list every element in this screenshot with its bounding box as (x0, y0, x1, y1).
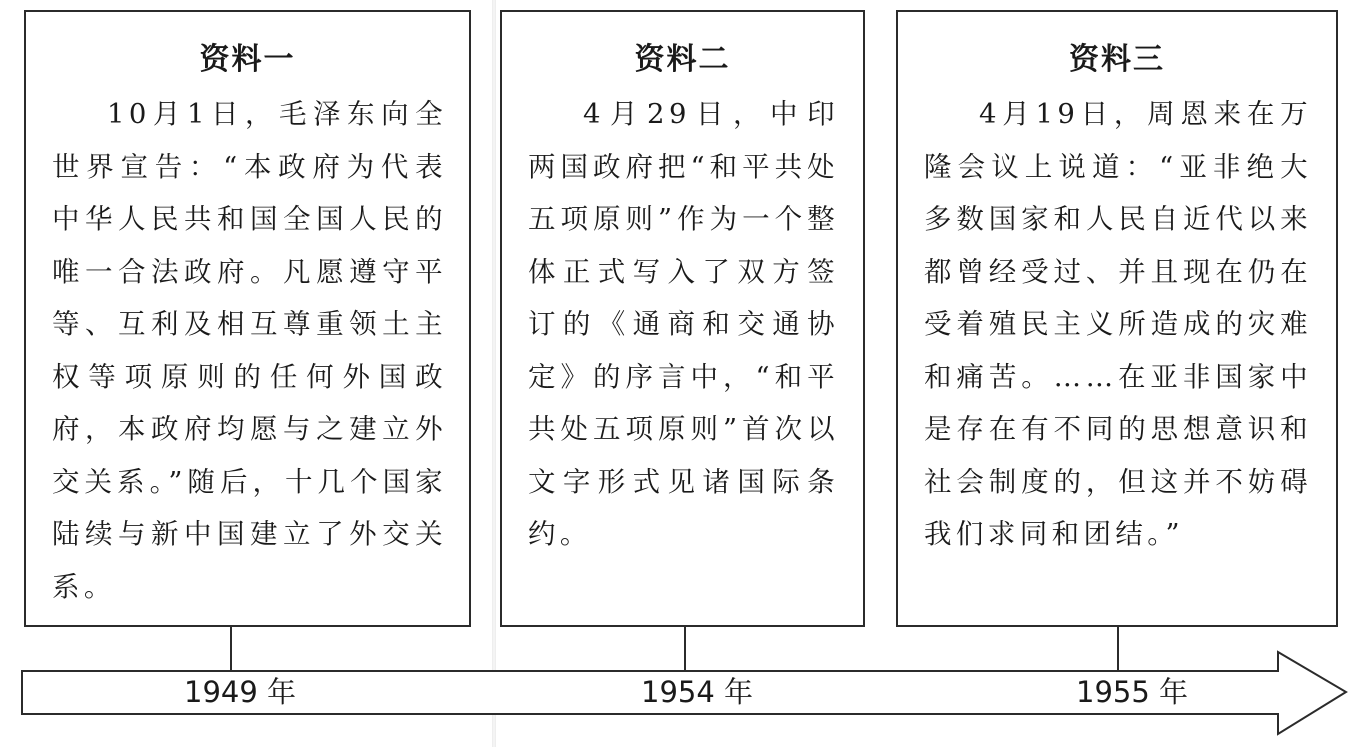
material-text: 4月29日，中印两国政府把“和平共处五项原则”作为一个整体正式写入了双方签订的《通商和交通协定》的序言中，“和平共处五项原则”首次以文字形式见诸国际条约。 (528, 98, 839, 550)
timeline-year-1954: 1954 年 (641, 675, 754, 709)
material-title: 资料一 (199, 42, 296, 77)
material-text: 10月1日，毛泽东向全世界宣告：“本政府为代表中华人民共和国全国人民的唯一合法政府。凡愿遵守平等、互利及相互尊重领土主权等项原则的任何外国政府，本政府均愿与之建立外交关系。”随后，十几个国家陆续与新中国建立了外交关系。 (52, 98, 447, 603)
material-text: 4月19日，周恩来在万隆会议上说道：“亚非绝大多数国家和人民自近代以来都曾经受过、并且现在仍在受着殖民主义所造成的灾难和痛苦。……在亚非国家中是存在有不同的思想意识和社会制度的，但这并不妨碍我们求同和团结。” (924, 98, 1312, 550)
material-title: 资料二 (634, 42, 731, 77)
timeline-year-1955: 1955 年 (1076, 675, 1189, 709)
material-title: 资料三 (1069, 42, 1165, 77)
timeline-year-1949: 1949 年 (184, 675, 297, 709)
